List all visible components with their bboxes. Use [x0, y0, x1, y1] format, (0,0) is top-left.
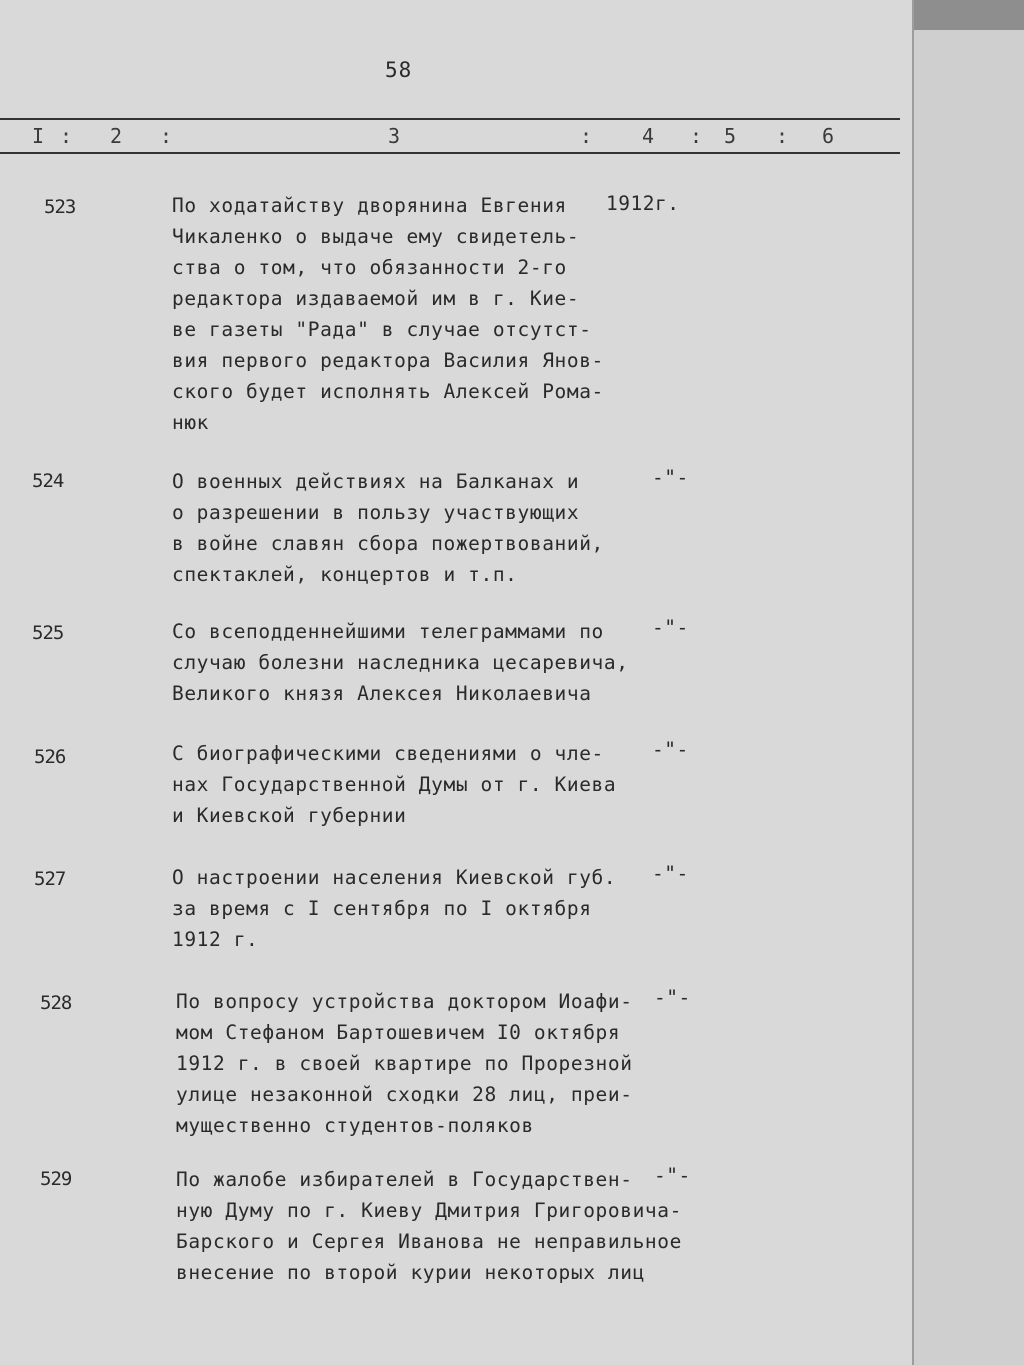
header-rule-bottom: [0, 152, 900, 154]
entry-date: -"-: [652, 466, 689, 489]
entry-text: По вопросу устройства доктором Иоафи- мом Стефаном Бартошевичем I0 октября 1912 г. в своей квартире по Прорезной улице незаконной сходки 28 лиц, преи- мущественно студентов-поляков: [176, 990, 633, 1137]
entry-number: 527: [34, 868, 66, 890]
entry-text: О настроении населения Киевской губ. за время с I сентября по I октября 1912 г.: [172, 866, 617, 951]
entry-date: 1912г.: [606, 192, 680, 215]
entry-text: По жалобе избирателей в Государствен- ную Думу по г. Киеву Дмитрия Григоровича- Барского и Сергея Иванова не неправильное внесение по второй курии некоторых лиц: [176, 1168, 682, 1284]
entry-date: -"-: [654, 1164, 691, 1187]
entry-text: По ходатайству дворянина Евгения Чикаленко о выдаче ему свидетель- ства о том, что обязанности 2-го редактора издаваемой им в г. Кие- ве газеты "Рада" в случае отсутст- вия первого редактора Василия Янов- ского будет исполнять Алексей Рома- нюк: [172, 194, 604, 434]
column-header-1: I: [32, 124, 45, 148]
entry-date: -"-: [652, 616, 689, 639]
column-header-4: 4: [642, 124, 655, 148]
column-separator: :: [160, 124, 173, 148]
entry-number: 528: [40, 992, 72, 1014]
column-header-2: 2: [110, 124, 123, 148]
entry-text: С биографическими сведениями о чле- нах Государственной Думы от г. Киева и Киевской губернии: [172, 742, 617, 827]
entry-number: 523: [44, 196, 76, 218]
column-header-5: 5: [724, 124, 737, 148]
entry-text: О военных действиях на Балканах и о разрешении в пользу участвующих в войне славян сбора пожертвований, спектаклей, концертов и т.п.: [172, 470, 604, 586]
entry-number: 525: [32, 622, 64, 644]
header-rule-top: [0, 118, 900, 120]
entry-text: Со всеподденнейшими телеграммами по случаю болезни наследника цесаревича, Великого князя Алексея Николаевича: [172, 620, 629, 705]
entry-number: 526: [34, 746, 66, 768]
entry-number: 524: [32, 470, 64, 492]
column-separator: :: [690, 124, 703, 148]
column-separator: :: [776, 124, 789, 148]
column-header-6: 6: [822, 124, 835, 148]
entry-number: 529: [40, 1168, 72, 1190]
column-separator: :: [580, 124, 593, 148]
entry-date: -"-: [652, 738, 689, 761]
column-separator: :: [60, 124, 73, 148]
entry-date: -"-: [652, 862, 689, 885]
entry-date: -"-: [654, 986, 691, 1009]
column-header-3: 3: [388, 124, 401, 148]
page-number: 58: [385, 58, 413, 82]
